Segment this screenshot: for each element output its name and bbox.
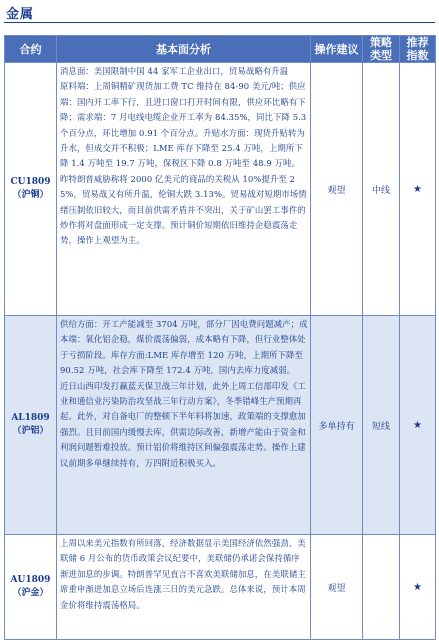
header-rating — [400, 36, 436, 63]
header-contract: 合约 — [5, 36, 57, 63]
rating-star-icon: ★ — [400, 316, 436, 535]
futures-table — [4, 35, 436, 640]
strategy-cell: 中线 — [363, 63, 400, 316]
contract-cell — [5, 316, 57, 535]
rating-star-icon: ★ — [400, 63, 436, 316]
analysis-cell — [57, 63, 311, 316]
analysis-paragraph: 近日山西印发打赢蓝天保卫战三年计划，此外上周工信部印发《工业和通信业污染防治攻坚战三年行动方案》，冬季错峰生产预期再起。此外，对自备电厂的整顿下半年料将加速，政策端的支撑愈加强烈。且目前国内缓慢去库，供需边际改善，新增产能由于资金和利润问题暂难投放。预计铝价将维持区间偏强震荡走势。操作上建议前期多单继续持有，万四附近积极买入。 — [60, 380, 306, 468]
contract-code: AU1809 — [10, 575, 51, 585]
header-rating-line1: 推荐 — [406, 36, 429, 49]
contract-name: （沪铜） — [12, 190, 49, 200]
advice-cell: 多单持有 — [311, 316, 363, 535]
header-strategy — [363, 36, 400, 63]
contract-name: （沪铝） — [12, 426, 49, 436]
strategy-cell — [363, 535, 400, 640]
strategy-cell: 短线 — [363, 316, 400, 535]
analysis-paragraph: 上周以来美元指数有所回落，经济数据显示美国经济依然强劲，美联储 6 月公布的货币政策会议纪要中，美联储仍承诺会保持循序渐进加息的步调。特朗普罕见直言不喜欢美联储加息，在美联储主席重申渐进加息立场后连涨三日的美元急跌。总体来说，预计本周金价将维持震荡格局。 — [60, 538, 306, 610]
title-divider — [4, 22, 435, 23]
analysis-cell — [57, 535, 311, 640]
header-strategy-line1: 策略 — [370, 36, 392, 49]
table-header-row — [5, 36, 436, 63]
contract-code: AL1809 — [11, 413, 50, 423]
table-row-al — [5, 316, 436, 535]
contract-cell — [5, 535, 57, 640]
advice-cell: 观望 — [311, 535, 363, 640]
analysis-cell — [57, 316, 311, 535]
contract-code: CU1809 — [10, 177, 51, 187]
analysis-paragraph: 消息面：美国限制中国 44 家军工企业出口，贸易战略有升温 — [60, 66, 289, 76]
contract-name: （沪金） — [12, 588, 49, 598]
header-analysis: 基本面分析 — [57, 36, 311, 63]
header-strategy-line2: 类型 — [370, 49, 392, 62]
rating-star-icon: ★ — [400, 535, 436, 640]
analysis-paragraph: 昨特朗普威胁称将 2000 亿美元的商品的关税从 10%提升至 25%，贸易战又有所升温，伦铜大跌 3.13%。贸易战对短期市场情绪压制依旧较大，而目前供需矛盾并不突出，关于矿山罢工事件的炒作将对盘面形成一定支撑。预计铜价短期依旧维持企稳震荡走势，操作上观望为主。 — [60, 173, 307, 246]
table-row-cu — [5, 63, 436, 316]
header-advice: 操作建议 — [311, 36, 363, 63]
analysis-paragraph: 供给方面：开工产能减至 3704 万吨，部分厂因电费问题减产；成本端：氧化铝企稳，煤价震荡偏弱，成本略有下降，但行业整体处于亏损阶段。库存方面:LME 库存增至 120 万吨，上期所下降至 90.52 万吨，社会库下降至 172.4 万吨，国内去库力度减弱。 — [60, 319, 308, 376]
header-rating-line2: 指数 — [406, 49, 429, 62]
analysis-paragraph: 原料端：上周铜精矿现货加工费 TC 维持在 84-90 美元/吨；供应端：国内开工率下行，且进口窗口打开时间有限，供应环比略有下降；需求端：7 月电线电缆企业开工率为 84.35%，同比下降 5.3 个百分点，环比增加 0.91 个百分点。升贴水方面：现货升贴转为升水，但成交并不积极；LME 库存下降至 25.4 万吨，上期所下降 1.4 万吨至 19.7 万吨，保税区下降 0.8 万吨至 48.9 万吨。 — [60, 81, 307, 169]
advice-cell: 观望 — [311, 63, 363, 316]
contract-cell — [5, 63, 57, 316]
table-row-au — [5, 535, 436, 640]
section-title: 金属 — [6, 7, 35, 22]
